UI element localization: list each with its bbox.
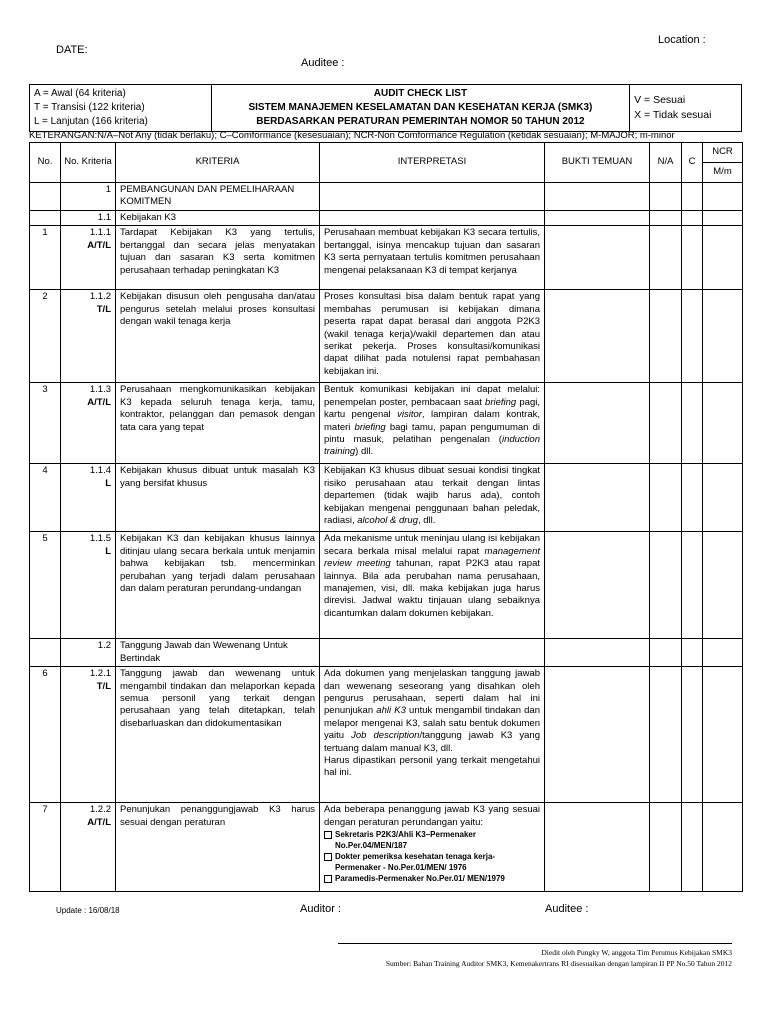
ncr-cell[interactable] (703, 667, 743, 803)
row-no: 1 (30, 226, 61, 290)
row-no: 4 (30, 464, 61, 532)
status-sesuai: V = Sesuai (634, 94, 686, 106)
row-kriteria: Penunjukan penanggungjawab K3 harus sesuai dengan peraturan (116, 803, 320, 892)
subsection-number: 1.1 (61, 211, 116, 226)
section-title: PEMBANGUNAN DAN PEMELIHARAAN KOMITMEN (116, 183, 320, 211)
row-no: 2 (30, 290, 61, 383)
row-interpretasi: Ada beberapa penanggung jawab K3 yang sesuai dengan peraturan perundangan yaitu: Sekretaris P2K3/Ahli K3–Permenaker No.Per.04/MEN/187 Dokter pemeriksa kesehatan tenaga kerja- Permenaker - No.Per.01/MEN/ 1976 Paramedis-Permenaker No.Per.01/ MEN/1979 (320, 803, 545, 892)
source-credit: Diedit oleh Pungky W, anggota Tim Perumus Kebijakan SMK3 (541, 948, 732, 957)
ncr-cell[interactable] (703, 290, 743, 383)
c-cell[interactable] (682, 226, 703, 290)
location-label: Location : (658, 34, 706, 46)
row-no: 3 (30, 383, 61, 464)
row-criteria-code: 1.2.1 T/L (61, 667, 116, 803)
ncr-cell[interactable] (703, 464, 743, 532)
row-kriteria: Kebijakan disusun oleh pengusaha dan/atau pengurus setelah melalui proses konsultasi dengan wakil tenaga kerja (116, 290, 320, 383)
na-cell[interactable] (650, 667, 682, 803)
table-row (30, 532, 743, 639)
status-tidak-sesuai: X = Tidak sesuai (634, 109, 712, 121)
table-row (30, 383, 743, 464)
subsection-title: Tanggung Jawab dan Wewenang Untuk Bertindak (116, 639, 320, 667)
na-cell[interactable] (650, 226, 682, 290)
col-no: No. (30, 143, 61, 183)
ncr-cell[interactable] (703, 383, 743, 464)
bukti-cell[interactable] (545, 290, 650, 383)
col-mm: M/m (703, 163, 743, 183)
status-legend (630, 85, 742, 132)
bukti-cell[interactable] (545, 226, 650, 290)
row-criteria-code: 1.1.2 T/L (61, 290, 116, 383)
table-header-row (30, 143, 743, 163)
row-interpretasi: Kebijakan K3 khusus dibuat sesuai kondisi tingkat risiko perusahaan atau terkait dengan lintas departemen (tidak wajib harus ada), contoh kebijakan mengenai penggunaan bahan peledak, radiasi, alcohol & drug, dll. (320, 464, 545, 532)
ncr-cell[interactable] (703, 532, 743, 639)
update-date: Update : 16/08/18 (56, 906, 120, 915)
title-line-3: BERDASARKAN PERATURAN PEMERINTAH NOMOR 50 TAHUN 2012 (256, 116, 585, 127)
row-criteria-code: 1.1.3 A/T/L (61, 383, 116, 464)
na-cell[interactable] (650, 803, 682, 892)
table-row (30, 464, 743, 532)
row-criteria-code: 1.2.2 A/T/L (61, 803, 116, 892)
col-c: C (682, 143, 703, 183)
subsection-row (30, 211, 743, 226)
date-label: DATE: (56, 44, 88, 56)
row-interpretasi: Bentuk komunikasi kebijakan ini dapat melalui: penempelan poster, pembacaan saat briefing pagi, kartu pengenal visitor, lampiran dalam kontrak, materi briefing bagi tamu, papan pengumuman di pintu masuk, pelatihan pengenalan (induction training) dll. (320, 383, 545, 464)
auditee-label: Auditee : (301, 57, 345, 69)
col-na: N/A (650, 143, 682, 183)
c-cell[interactable] (682, 383, 703, 464)
checklist-table (29, 142, 743, 892)
na-cell[interactable] (650, 464, 682, 532)
c-cell[interactable] (682, 667, 703, 803)
row-criteria-code: 1.1.5 L (61, 532, 116, 639)
ncr-cell[interactable] (703, 803, 743, 892)
ncr-cell[interactable] (703, 226, 743, 290)
header-box (29, 84, 742, 132)
row-no: 7 (30, 803, 61, 892)
row-kriteria: Kebijakan khusus dibuat untuk masalah K3 yang bersifat khusus (116, 464, 320, 532)
title-line-2: SISTEM MANAJEMEN KESELAMATAN DAN KESEHATAN KERJA (SMK3) (248, 102, 593, 113)
na-cell[interactable] (650, 532, 682, 639)
col-bukti-temuan: BUKTI TEMUAN (545, 143, 650, 183)
subsection-number: 1.2 (61, 639, 116, 667)
col-interpretasi: INTERPRETASI (320, 143, 545, 183)
checkbox-icon (324, 831, 332, 839)
na-cell[interactable] (650, 290, 682, 383)
legend-lanjutan: L = Lanjutan (166 kriteria) (34, 116, 148, 127)
sub-item-cont: Permenaker - No.Per.01/MEN/ 1976 (335, 863, 467, 873)
bukti-cell[interactable] (545, 464, 650, 532)
bukti-cell[interactable] (545, 532, 650, 639)
row-kriteria: Kebijakan K3 dan kebijakan khusus lainnya ditinjau ulang secara berkala untuk menjamin bahwa kebijakan tsb. mencerminkan perubahan yang terjadi dalam perusahaan dan dalam peraturan perundang-undangan (116, 532, 320, 639)
auditee-signature-label: Auditee : (545, 903, 589, 915)
table-row (30, 290, 743, 383)
checkbox-icon (324, 853, 332, 861)
col-ncr: NCR (703, 143, 743, 163)
row-interpretasi: Perusahaan membuat kebijakan K3 secara tertulis, bertanggal, isinya mencakup tujuan dan sasaran K3 serta pernyataan tertulis komitmen perusahaan mengenai pelaksanaan K3 di tempat kerjanya (320, 226, 545, 290)
level-legend (30, 85, 212, 132)
source-note: Sumber: Bahan Training Auditor SMK3, Kemenakertrans RI disesuaikan dengan lampiran II PP No.50 Tahun 2012 (385, 959, 732, 968)
section-row (30, 183, 743, 211)
bukti-cell[interactable] (545, 803, 650, 892)
col-kriteria: KRITERIA (116, 143, 320, 183)
legend-transisi: T = Transisi (122 kriteria) (34, 102, 145, 113)
subsection-title: Kebijakan K3 (116, 211, 320, 226)
table-row (30, 803, 743, 892)
na-cell[interactable] (650, 383, 682, 464)
subsection-row (30, 639, 743, 667)
bukti-cell[interactable] (545, 383, 650, 464)
section-number: 1 (61, 183, 116, 211)
col-no-kriteria: No. Kriteria (61, 143, 116, 183)
legend-awal: A = Awal (64 kriteria) (34, 88, 126, 99)
sub-item-cont: No.Per.04/MEN/187 (335, 841, 408, 851)
sub-item: Paramedis-Permenaker No.Per.01/ MEN/1979 (324, 873, 540, 884)
table-row (30, 226, 743, 290)
c-cell[interactable] (682, 464, 703, 532)
row-no: 5 (30, 532, 61, 639)
c-cell[interactable] (682, 290, 703, 383)
row-criteria-code: 1.1.4 L (61, 464, 116, 532)
row-interpretasi: Ada mekanisme untuk meninjau ulang isi kebijakan secara berkala misal melalui rapat management review meeting tahunan, rapat P2K3 atau rapat lainnya. Bila ada perubahan nama perusahaan, manajemen, visi, dll. maka kebijakan juga harus direvisi. Jadwal waktu tinjauan ulang sebaiknya dicantumkan dalam dokumen kebijakan. (320, 532, 545, 639)
auditor-signature-label: Auditor : (300, 903, 341, 915)
sub-item: Sekretaris P2K3/Ahli K3–Permenaker (324, 829, 540, 840)
row-kriteria: Tardapat Kebijakan K3 yang tertulis, bertanggal dan secara jelas menyatakan tujuan dan sasaran K3 serta komitmen perusahaan terhadap peningkatan K3 (116, 226, 320, 290)
checkbox-icon (324, 875, 332, 883)
row-kriteria: Perusahaan mengkomunikasikan kebijakan K3 kepada seluruh tenaga kerja, tamu, kontraktor, pelanggan dan pemasok dengan tata cara yang tepat (116, 383, 320, 464)
keterangan-note: KETERANGAN:N/A–Not Any (tidak berlaku); C–Comformance (kesesuaian); NCR-Non Comformance Regulation (ketidak sesuaian); M-MAJOR; m-minor (29, 130, 675, 141)
row-no: 6 (30, 667, 61, 803)
footer-divider (338, 943, 732, 944)
bukti-cell[interactable] (545, 667, 650, 803)
c-cell[interactable] (682, 803, 703, 892)
row-interpretasi: Proses konsultasi bisa dalam bentuk rapat yang membahas perumusan isi kebijakan dimana peserta rapat dapat berasal dari anggota P2K3 (wakil tenaga kerja)/wakil departemen dan atau serikat pekerja. Proses konsultasi/komunikasi dapat dilihat pada notulensi rapat pembahasan kebijakan ini. (320, 290, 545, 383)
title-line-1: AUDIT CHECK LIST (373, 88, 468, 99)
c-cell[interactable] (682, 532, 703, 639)
row-kriteria: Tanggung jawab dan wewenang untuk mengambil tindakan dan melaporkan kepada semua personil yang terkait dengan perusahaan yang telah ditetapkan, telah disebarluaskan dan didokumentasikan (116, 667, 320, 803)
row-criteria-code: 1.1.1 A/T/L (61, 226, 116, 290)
document-title (211, 85, 629, 132)
row-interpretasi: Ada dokumen yang menjelaskan tanggung jawab dan wewenang seseorang yang disahkan oleh pengurus perusahaan, seperti dalam hal ini penunjukan ahli K3 untuk mengambil tindakan dan melapor mengenai K3, salah satu bentuk dokumen yaitu Job description/tanggung jawab K3 yang tertuang dalam manual K3, dll. Harus dipastikan personil yang terkait mengetahui hal ini. (320, 667, 545, 803)
table-row (30, 667, 743, 803)
sub-item: Dokter pemeriksa kesehatan tenaga kerja- (324, 851, 540, 862)
